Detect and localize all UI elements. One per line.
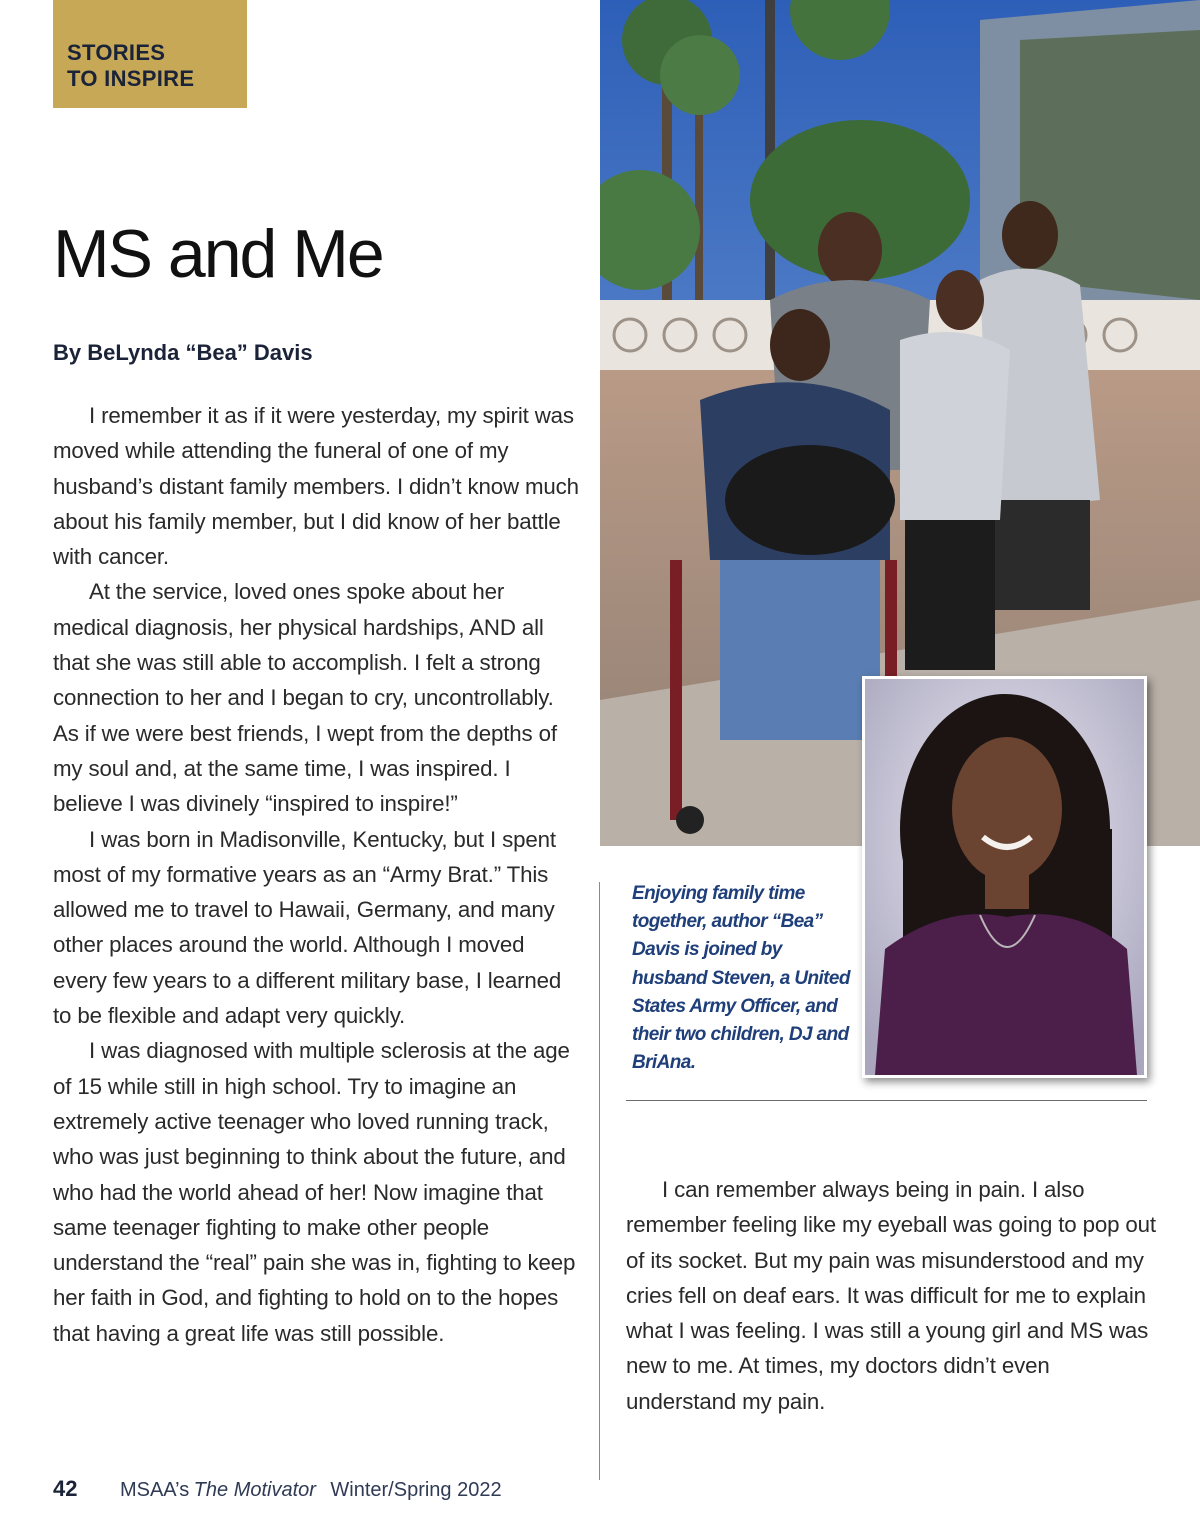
paragraph: I remember it as if it were yesterday, my spirit was moved while attending the funeral of one of my husband’s distant family members. I didn’t know much about his family member, but I did know of her battle with cancer. — [53, 403, 579, 570]
right-column — [626, 1172, 1156, 1419]
photo-caption: Enjoying family time together, author “Bea” Davis is joined by husband Steven, a United States Army Officer, and their two children, DJ and BriAna. — [632, 883, 850, 1074]
page-footer — [53, 1476, 502, 1506]
column-divider — [599, 882, 600, 1480]
article-byline: By BeLynda “Bea” Davis — [53, 340, 313, 365]
article-title: MS and Me — [53, 216, 383, 292]
publisher-name: MSAA’s — [119, 1479, 190, 1501]
paragraph: I was diagnosed with multiple sclerosis at the age of 15 while still in high school. Try to imagine an extremely active teenager who loved running track, who was just beginning to think about the future, and who had the world ahead of her! Now imagine that same teenager fighting to make other people understand the “real” pain she was in, fighting to keep her faith in God, and fighting to hold on to the hopes that having a great life was still possible. — [53, 1038, 576, 1346]
paragraph: At the service, loved ones spoke about her medical diagnosis, her physical hardships, AND all that she was still able to accomplish. I felt a strong connection to her and I began to cry, uncontrollably. As if we were best friends, I wept from the depths of my soul and, at the same time, I was inspired. I believe I was divinely “inspired to inspire!” — [53, 579, 557, 817]
section-tag-line2: TO INSPIRE — [67, 66, 195, 91]
paragraph: I was born in Madisonville, Kentucky, but I spent most of my formative years as an “Army Brat.” This allowed me to travel to Hawaii, Germany, and many other places around the world. Although I moved every few years to a different military base, I learned to be flexible and adapt very quickly. — [53, 826, 562, 1029]
caption-divider — [626, 1100, 1147, 1101]
page-number: 42 — [53, 1476, 78, 1501]
section-tag — [53, 0, 247, 108]
paragraph: I can remember always being in pain. I also remember feeling like my eyeball was going to pop out of its socket. But my pain was misunderstood and my cries fell on deaf ears. It was difficult for me to explain what I was feeling. I was still a young girl and MS was new to me. At times, my doctors didn’t even understand my pain. — [626, 1177, 1156, 1414]
left-column — [53, 398, 583, 1351]
author-portrait — [862, 676, 1147, 1078]
section-tag-line1: STORIES — [67, 40, 166, 65]
issue-label: Winter/Spring 2022 — [330, 1479, 502, 1501]
magazine-title: The Motivator — [193, 1479, 316, 1501]
